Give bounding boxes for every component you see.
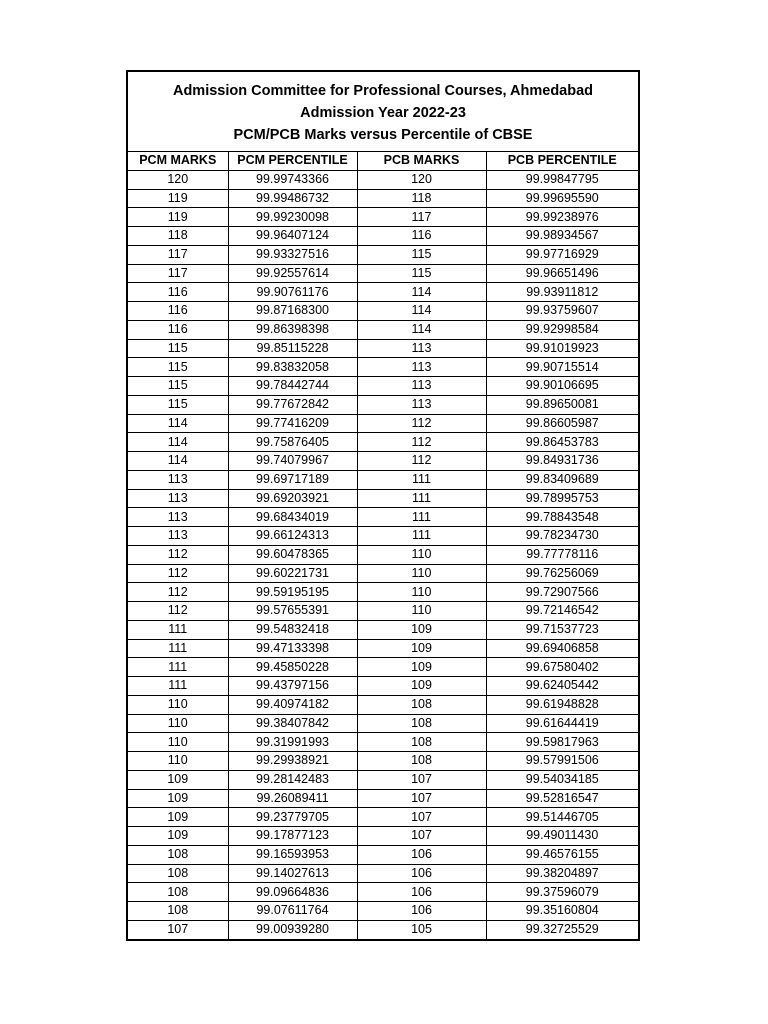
document-sheet <box>126 70 640 941</box>
table-row <box>128 770 638 789</box>
cell-pcm-marks: 113 <box>128 508 228 527</box>
cell-pcb-percentile: 99.67580402 <box>486 658 638 677</box>
table-row <box>128 452 638 471</box>
cell-pcm-percentile: 99.68434019 <box>228 508 357 527</box>
cell-pcm-percentile: 99.83832058 <box>228 358 357 377</box>
cell-pcb-marks: 106 <box>357 864 486 883</box>
cell-pcb-percentile: 99.83409689 <box>486 470 638 489</box>
cell-pcm-marks: 119 <box>128 208 228 227</box>
cell-pcm-percentile: 99.87168300 <box>228 302 357 321</box>
cell-pcb-percentile: 99.49011430 <box>486 827 638 846</box>
cell-pcm-marks: 116 <box>128 283 228 302</box>
document-title-block <box>128 72 638 152</box>
table-row <box>128 602 638 621</box>
cell-pcm-marks: 112 <box>128 545 228 564</box>
table-row <box>128 564 638 583</box>
cell-pcb-percentile: 99.99238976 <box>486 208 638 227</box>
cell-pcm-marks: 109 <box>128 808 228 827</box>
cell-pcb-percentile: 99.93911812 <box>486 283 638 302</box>
table-row <box>128 583 638 602</box>
table-row <box>128 283 638 302</box>
cell-pcb-marks: 109 <box>357 677 486 696</box>
cell-pcb-marks: 115 <box>357 245 486 264</box>
cell-pcb-marks: 113 <box>357 395 486 414</box>
cell-pcm-percentile: 99.60221731 <box>228 564 357 583</box>
cell-pcb-marks: 113 <box>357 358 486 377</box>
cell-pcb-marks: 120 <box>357 170 486 189</box>
cell-pcb-marks: 109 <box>357 658 486 677</box>
cell-pcb-marks: 113 <box>357 339 486 358</box>
table-row <box>128 433 638 452</box>
cell-pcm-percentile: 99.26089411 <box>228 789 357 808</box>
cell-pcm-percentile: 99.17877123 <box>228 827 357 846</box>
cell-pcm-marks: 111 <box>128 620 228 639</box>
cell-pcm-percentile: 99.45850228 <box>228 658 357 677</box>
title-subject: PCM/PCB Marks versus Percentile of CBSE <box>233 126 533 143</box>
cell-pcb-marks: 108 <box>357 714 486 733</box>
cell-pcb-percentile: 99.59817963 <box>486 733 638 752</box>
table-row <box>128 752 638 771</box>
cell-pcm-marks: 118 <box>128 227 228 246</box>
cell-pcm-marks: 113 <box>128 527 228 546</box>
cell-pcb-marks: 109 <box>357 639 486 658</box>
table-row <box>128 733 638 752</box>
cell-pcm-marks: 119 <box>128 189 228 208</box>
marks-percentile-table <box>128 152 638 939</box>
cell-pcb-percentile: 99.32725529 <box>486 920 638 938</box>
cell-pcm-percentile: 99.75876405 <box>228 433 357 452</box>
cell-pcm-marks: 108 <box>128 864 228 883</box>
table-row <box>128 527 638 546</box>
cell-pcm-percentile: 99.74079967 <box>228 452 357 471</box>
cell-pcb-marks: 106 <box>357 845 486 864</box>
cell-pcb-percentile: 99.96651496 <box>486 264 638 283</box>
cell-pcm-percentile: 99.09664836 <box>228 883 357 902</box>
cell-pcm-marks: 117 <box>128 245 228 264</box>
cell-pcb-marks: 106 <box>357 883 486 902</box>
table-row <box>128 639 638 658</box>
cell-pcm-percentile: 99.60478365 <box>228 545 357 564</box>
cell-pcb-marks: 114 <box>357 302 486 321</box>
cell-pcb-marks: 110 <box>357 602 486 621</box>
cell-pcb-marks: 109 <box>357 620 486 639</box>
cell-pcb-marks: 108 <box>357 695 486 714</box>
cell-pcm-marks: 108 <box>128 845 228 864</box>
cell-pcm-percentile: 99.29938921 <box>228 752 357 771</box>
table-row <box>128 845 638 864</box>
cell-pcm-percentile: 99.14027613 <box>228 864 357 883</box>
cell-pcb-marks: 117 <box>357 208 486 227</box>
table-row <box>128 414 638 433</box>
cell-pcb-percentile: 99.71537723 <box>486 620 638 639</box>
cell-pcb-marks: 111 <box>357 489 486 508</box>
cell-pcm-percentile: 99.47133398 <box>228 639 357 658</box>
cell-pcb-marks: 110 <box>357 545 486 564</box>
cell-pcb-marks: 110 <box>357 583 486 602</box>
cell-pcb-percentile: 99.99847795 <box>486 170 638 189</box>
cell-pcm-percentile: 99.93327516 <box>228 245 357 264</box>
table-body <box>128 170 638 938</box>
cell-pcb-percentile: 99.77778116 <box>486 545 638 564</box>
cell-pcm-marks: 110 <box>128 714 228 733</box>
cell-pcm-percentile: 99.07611764 <box>228 902 357 921</box>
cell-pcb-marks: 114 <box>357 283 486 302</box>
cell-pcm-marks: 115 <box>128 339 228 358</box>
table-row <box>128 714 638 733</box>
cell-pcm-percentile: 99.99486732 <box>228 189 357 208</box>
table-row <box>128 245 638 264</box>
cell-pcm-percentile: 99.69717189 <box>228 470 357 489</box>
cell-pcm-percentile: 99.77672842 <box>228 395 357 414</box>
cell-pcm-marks: 113 <box>128 489 228 508</box>
cell-pcm-marks: 109 <box>128 789 228 808</box>
header-pcb-percentile: PCB PERCENTILE <box>486 152 638 170</box>
table-row <box>128 395 638 414</box>
cell-pcb-percentile: 99.99695590 <box>486 189 638 208</box>
cell-pcb-percentile: 99.62405442 <box>486 677 638 696</box>
cell-pcb-percentile: 99.54034185 <box>486 770 638 789</box>
cell-pcm-marks: 108 <box>128 902 228 921</box>
cell-pcb-marks: 111 <box>357 470 486 489</box>
cell-pcm-percentile: 99.66124313 <box>228 527 357 546</box>
cell-pcb-marks: 106 <box>357 902 486 921</box>
cell-pcm-marks: 120 <box>128 170 228 189</box>
table-row <box>128 302 638 321</box>
cell-pcb-marks: 112 <box>357 433 486 452</box>
cell-pcm-percentile: 99.92557614 <box>228 264 357 283</box>
header-pcm-marks: PCM MARKS <box>128 152 228 170</box>
table-row <box>128 695 638 714</box>
cell-pcm-percentile: 99.43797156 <box>228 677 357 696</box>
cell-pcb-percentile: 99.86605987 <box>486 414 638 433</box>
cell-pcm-marks: 110 <box>128 695 228 714</box>
table-row <box>128 902 638 921</box>
cell-pcm-marks: 111 <box>128 677 228 696</box>
table-row <box>128 470 638 489</box>
cell-pcm-percentile: 99.40974182 <box>228 695 357 714</box>
cell-pcb-percentile: 99.57991506 <box>486 752 638 771</box>
cell-pcm-marks: 115 <box>128 395 228 414</box>
cell-pcb-percentile: 99.90715514 <box>486 358 638 377</box>
cell-pcm-percentile: 99.69203921 <box>228 489 357 508</box>
cell-pcm-marks: 107 <box>128 920 228 938</box>
cell-pcb-percentile: 99.37596079 <box>486 883 638 902</box>
cell-pcb-percentile: 99.84931736 <box>486 452 638 471</box>
cell-pcm-marks: 112 <box>128 602 228 621</box>
cell-pcb-percentile: 99.86453783 <box>486 433 638 452</box>
cell-pcb-percentile: 99.61644419 <box>486 714 638 733</box>
cell-pcb-percentile: 99.46576155 <box>486 845 638 864</box>
table-row <box>128 545 638 564</box>
cell-pcm-percentile: 99.59195195 <box>228 583 357 602</box>
cell-pcm-percentile: 99.16593953 <box>228 845 357 864</box>
cell-pcm-marks: 117 <box>128 264 228 283</box>
cell-pcb-percentile: 99.92998584 <box>486 320 638 339</box>
cell-pcb-percentile: 99.98934567 <box>486 227 638 246</box>
cell-pcb-marks: 107 <box>357 789 486 808</box>
cell-pcm-marks: 110 <box>128 752 228 771</box>
cell-pcb-marks: 118 <box>357 189 486 208</box>
cell-pcm-marks: 108 <box>128 883 228 902</box>
table-row <box>128 339 638 358</box>
title-committee: Admission Committee for Professional Courses, Ahmedabad <box>172 82 594 99</box>
cell-pcm-marks: 112 <box>128 564 228 583</box>
cell-pcb-percentile: 99.78843548 <box>486 508 638 527</box>
cell-pcb-marks: 111 <box>357 508 486 527</box>
cell-pcb-percentile: 99.93759607 <box>486 302 638 321</box>
table-row <box>128 377 638 396</box>
table-row <box>128 808 638 827</box>
cell-pcb-marks: 115 <box>357 264 486 283</box>
cell-pcb-percentile: 99.78234730 <box>486 527 638 546</box>
cell-pcm-percentile: 99.77416209 <box>228 414 357 433</box>
cell-pcm-marks: 116 <box>128 320 228 339</box>
cell-pcb-marks: 112 <box>357 414 486 433</box>
table-row <box>128 358 638 377</box>
table-row <box>128 489 638 508</box>
cell-pcb-percentile: 99.97716929 <box>486 245 638 264</box>
cell-pcb-percentile: 99.72907566 <box>486 583 638 602</box>
table-row <box>128 170 638 189</box>
table-row <box>128 864 638 883</box>
cell-pcm-percentile: 99.99230098 <box>228 208 357 227</box>
cell-pcb-marks: 112 <box>357 452 486 471</box>
table-row <box>128 827 638 846</box>
cell-pcm-marks: 111 <box>128 639 228 658</box>
cell-pcm-marks: 109 <box>128 770 228 789</box>
cell-pcb-marks: 111 <box>357 527 486 546</box>
cell-pcb-percentile: 99.78995753 <box>486 489 638 508</box>
table-row <box>128 789 638 808</box>
cell-pcm-percentile: 99.54832418 <box>228 620 357 639</box>
cell-pcm-marks: 115 <box>128 377 228 396</box>
table-header-row <box>128 152 638 170</box>
cell-pcm-percentile: 99.28142483 <box>228 770 357 789</box>
cell-pcm-percentile: 99.38407842 <box>228 714 357 733</box>
cell-pcb-percentile: 99.91019923 <box>486 339 638 358</box>
cell-pcb-marks: 108 <box>357 752 486 771</box>
cell-pcb-marks: 108 <box>357 733 486 752</box>
cell-pcb-marks: 114 <box>357 320 486 339</box>
cell-pcm-percentile: 99.23779705 <box>228 808 357 827</box>
cell-pcm-percentile: 99.86398398 <box>228 320 357 339</box>
cell-pcb-marks: 107 <box>357 770 486 789</box>
cell-pcb-marks: 107 <box>357 827 486 846</box>
cell-pcb-percentile: 99.35160804 <box>486 902 638 921</box>
cell-pcm-percentile: 99.31991993 <box>228 733 357 752</box>
cell-pcm-percentile: 99.00939280 <box>228 920 357 938</box>
table-row <box>128 658 638 677</box>
table-row <box>128 920 638 938</box>
cell-pcm-marks: 111 <box>128 658 228 677</box>
cell-pcm-percentile: 99.78442744 <box>228 377 357 396</box>
header-pcm-percentile: PCM PERCENTILE <box>228 152 357 170</box>
table-row <box>128 508 638 527</box>
table-row <box>128 883 638 902</box>
cell-pcm-marks: 109 <box>128 827 228 846</box>
table-row <box>128 620 638 639</box>
cell-pcm-percentile: 99.85115228 <box>228 339 357 358</box>
cell-pcm-percentile: 99.57655391 <box>228 602 357 621</box>
cell-pcb-marks: 107 <box>357 808 486 827</box>
cell-pcm-marks: 115 <box>128 358 228 377</box>
table-row <box>128 264 638 283</box>
cell-pcb-percentile: 99.52816547 <box>486 789 638 808</box>
cell-pcb-marks: 116 <box>357 227 486 246</box>
cell-pcm-marks: 114 <box>128 433 228 452</box>
table-row <box>128 208 638 227</box>
table-row <box>128 677 638 696</box>
cell-pcb-percentile: 99.72146542 <box>486 602 638 621</box>
cell-pcm-percentile: 99.96407124 <box>228 227 357 246</box>
cell-pcm-marks: 113 <box>128 470 228 489</box>
cell-pcb-percentile: 99.69406858 <box>486 639 638 658</box>
cell-pcm-marks: 110 <box>128 733 228 752</box>
table-row <box>128 189 638 208</box>
header-pcb-marks: PCB MARKS <box>357 152 486 170</box>
cell-pcm-percentile: 99.99743366 <box>228 170 357 189</box>
cell-pcb-marks: 113 <box>357 377 486 396</box>
cell-pcm-marks: 114 <box>128 452 228 471</box>
cell-pcm-marks: 114 <box>128 414 228 433</box>
cell-pcb-percentile: 99.89650081 <box>486 395 638 414</box>
table-row <box>128 227 638 246</box>
cell-pcm-marks: 116 <box>128 302 228 321</box>
cell-pcb-marks: 110 <box>357 564 486 583</box>
cell-pcb-percentile: 99.90106695 <box>486 377 638 396</box>
cell-pcm-percentile: 99.90761176 <box>228 283 357 302</box>
cell-pcb-percentile: 99.38204897 <box>486 864 638 883</box>
table-row <box>128 320 638 339</box>
cell-pcb-percentile: 99.61948828 <box>486 695 638 714</box>
cell-pcb-percentile: 99.51446705 <box>486 808 638 827</box>
cell-pcb-percentile: 99.76256069 <box>486 564 638 583</box>
cell-pcb-marks: 105 <box>357 920 486 938</box>
title-admission-year: Admission Year 2022-23 <box>300 104 466 121</box>
cell-pcm-marks: 112 <box>128 583 228 602</box>
